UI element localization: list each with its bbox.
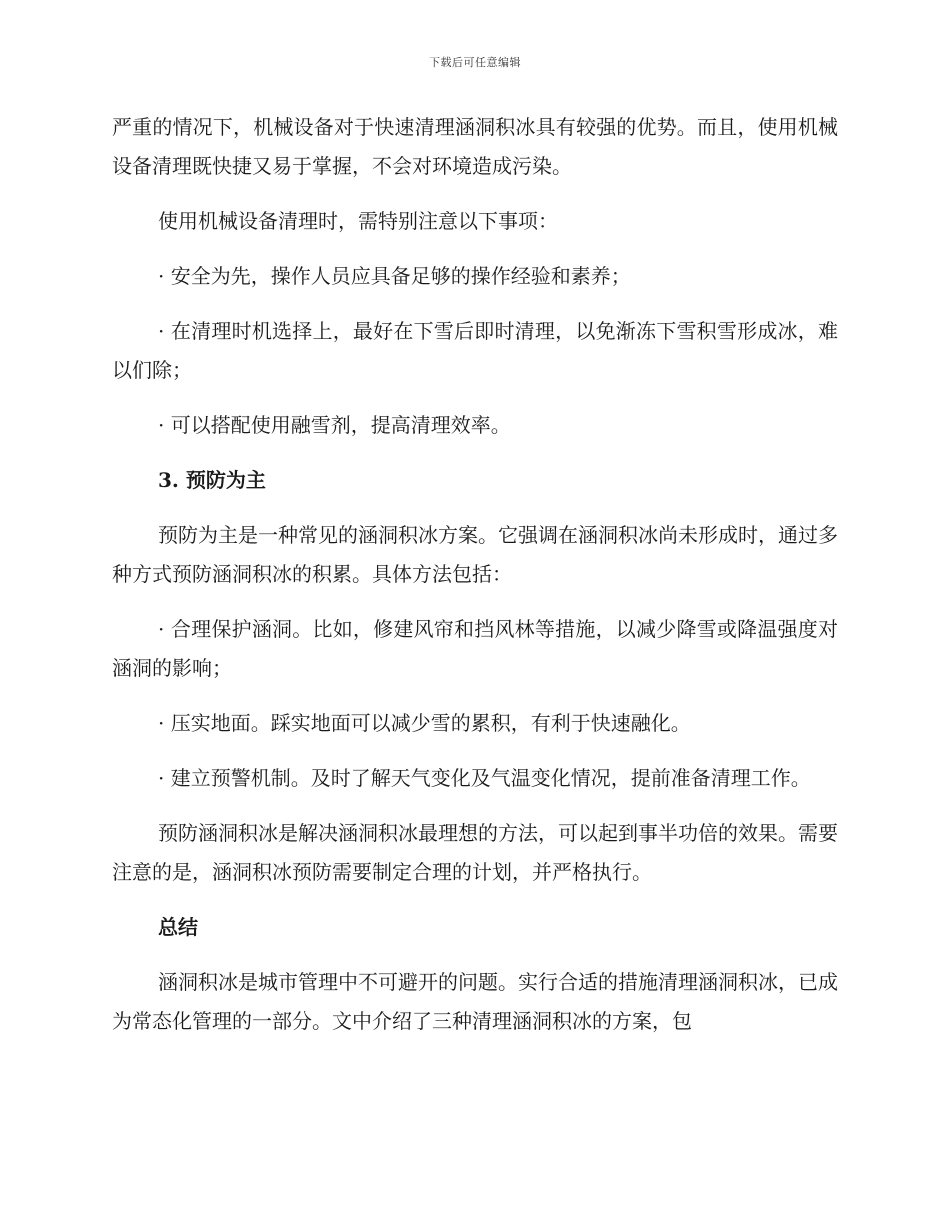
list-item-compact-ground: · 压实地面。踩实地面可以减少雪的累积，有利于快速融化。: [158, 711, 691, 735]
paragraph-machinery-advantage: 严重的情况下，机械设备对于快速清理涵洞积冰具有较强的优势。而且，使用机械设备清理既快捷又易于掌握，不会对环境造成污染。: [112, 115, 838, 178]
paragraph-summary: 涵洞积冰是城市管理中不可避开的问题。实行合适的措施清理涵洞积冰，已成为常态化管理的一部分。文中介绍了三种清理涵洞积冰的方案，包: [112, 970, 838, 1033]
list-item-warning-system: · 建立预警机制。及时了解天气变化及气温变化情况，提前准备清理工作。: [158, 766, 811, 790]
section-heading-summary: 总结: [158, 915, 198, 939]
paragraph-machinery-notes-intro: 使用机械设备清理时，需特别注意以下事项：: [158, 209, 558, 233]
list-item-protect-culvert: · 合理保护涵洞。比如，修建风帘和挡风林等措施，以减少降雪或降温强度对涵洞的影响；: [112, 617, 838, 680]
paragraph-prevention-conclusion: 预防涵洞积冰是解决涵洞积冰最理想的方法，可以起到事半功倍的效果。需要注意的是，涵洞积冰预防需要制定合理的计划，并严格执行。: [112, 821, 838, 884]
paragraph-prevention-intro: 预防为主是一种常见的涵洞积冰方案。它强调在涵洞积冰尚未形成时，通过多种方式预防涵洞积冰的积累。具体方法包括：: [112, 523, 838, 586]
document-body: [112, 108, 838, 1057]
section-heading-prevention: 3. 预防为主: [158, 468, 266, 492]
list-item-timing: · 在清理时机选择上，最好在下雪后即时清理，以免渐冻下雪积雪形成冰，难以们除；: [112, 319, 838, 382]
page-header: 下载后可任意编辑: [429, 56, 521, 69]
list-item-safety-first: · 安全为先，操作人员应具备足够的操作经验和素养；: [158, 264, 631, 288]
list-item-snow-melting-agent: · 可以搭配使用融雪剂，提高清理效率。: [158, 413, 511, 437]
